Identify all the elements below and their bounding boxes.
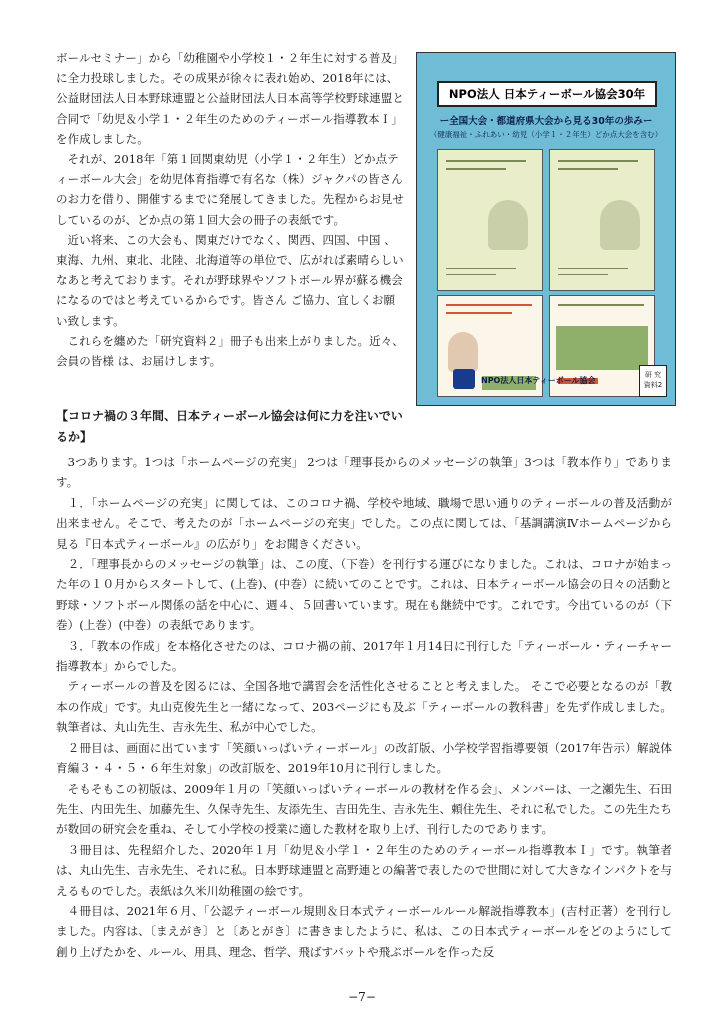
research-material-badge: 研 究 資料2	[639, 365, 667, 397]
section-heading: 【コロナ禍の３年間、日本ティーボール協会は何に力を注いでいるか】	[56, 409, 403, 444]
main-body-text	[56, 452, 672, 962]
page-number: −7−	[348, 990, 376, 1004]
cover-title: NPO法人 日本ティーボール協会30年	[437, 81, 657, 107]
paragraph: ティーボールの普及を図るには、全国各地で講習会を活性化させることと考えました。 そこで必要となるのが「教本の作成」です。丸山克俊先生と一緒になって、203ページにも及ぶ「ティーボールの教科書」を先ず作成しました。執筆者は、丸山先生、吉永先生、私が中心でした。	[56, 679, 672, 735]
cover-subtitle: ー全国大会・都道府県大会から見る30年の歩みー	[439, 116, 653, 127]
paragraph: それが、2018年「第１回関東幼児（小学１・２年生）どか点ティーボール大会」を幼児体育指導で有名な（株）ジャクパの皆さんのお力を借り、開催するまでに発展してきました。先程からお見せしているのが、どか点の第１回大会の冊子の表紙です。	[56, 152, 404, 227]
paragraph: ボールセミナー」から「幼稚園や小学校１・２年生に対する普及」に全力投球しました。その成果が徐々に表れ始め、2018年には、公益財団法人日本野球連盟と公益財団法人日本高等学校野球連盟と合同で「幼児＆小学１・２年生のためのティーボール指導教本Ｉ」を作成しました。	[56, 51, 404, 146]
booklet-cover-image	[416, 52, 676, 406]
cover-publisher: NPO法人日本ティーボール協会	[481, 376, 596, 385]
publisher-logo-icon	[453, 369, 475, 389]
paragraph: 近い将来、この大会も、関東だけでなく、関西、四国、中国 、東海、九州、東北、北陸、北海道等の単位で、広がれば素晴らしいなあと考えております。それが野球界やソフトボール界が蘇る機会になるのではと考えているからです。皆さん ご協力、宜しくお願い致します。	[56, 232, 404, 328]
left-column-text	[56, 48, 406, 371]
paragraph: １．「ホームページの充実」に関しては、このコロナ禍、学校や地域、職場で思い通りのティーボールの普及活動が出来ません。そこで、考えたのが「ホームページの充実」でした。この点に関しては、「基調講演Ⅳホームページから見る『日本式ティーボール』の広がり」をお聞きください。	[56, 495, 672, 551]
cover-note: （健康福祉・ふれあい・幼児（小学１・２年生）どか点大会を含む）	[429, 130, 663, 139]
paragraph: ２．「理事長からのメッセージの執筆」は、この度、（下巻）を刊行する運びになりました。これは、コロナが始まった年の１０月からスタートして、(上巻)、(中巻）に続いてのことです。これは、日本ティーボール協会の日々の活動と野球・ソフトボール関係の話を中心に、週４、５回書いています。現在も継続中です。これです。今出ているのが（下巻）(上巻）(中巻）の表紙であります。	[56, 557, 672, 633]
paragraph: ３．「教本の作成」を本格化させたのは、コロナ禍の前、2017年１月14日に刊行した「ティーボール・ティーチャー指導教本」からでした。	[56, 638, 672, 674]
paragraph: ３冊目は、先程紹介した、2020年１月「幼児＆小学１・２年生のためのティーボール指導教本Ｉ」です。執筆者は、丸山先生、吉永先生、それに私。日本野球連盟と高野連との編著で表したので世間に対して大きなインパクトを与えるものでした。表紙は久米川幼稚園の絵です。	[56, 842, 672, 898]
tournament-booklet-thumbnail	[437, 149, 543, 291]
paragraph: これらを纏めた「研究資料２」冊子も出来上がりました。近々、会員の皆様 は、お届けします。	[56, 333, 404, 369]
tournament-booklet-thumbnail	[549, 149, 655, 291]
paragraph: ４冊目は、2021年６月、「公認ティーボール規則＆日本式ティーボールルール解説指導教本」(吉村正著）を刊行しました。内容は、〔まえがき〕と〔あとがき〕に書きましたように、私は、この日本式ティーボールをどのようにして創り上げたかを、ルール、用具、理念、哲学、飛ばすバットや飛ぶボールを作った反	[56, 903, 672, 959]
paragraph: 3つあります。1つは「ホームページの充実」 2つは「理事長からのメッセージの執筆」3つは「教本作り」であります。	[56, 455, 672, 490]
paragraph: そもそもこの初版は、2009年１月の「笑顔いっぱいティーボールの教材を作る会」、メンバーは、一之瀬先生、石田先生、内田先生、加藤先生、久保寺先生、友添先生、吉田先生、吉永先生、頼住先生、それに私でした。この先生たちが数回の研究会を重ね、そして小学校の授業に適した教材を取り上げ、刊行したのであります。	[56, 781, 672, 837]
paragraph: ２冊目は、画面に出ています「笑顔いっぱいティーボール」の改訂版、小学校学習指導要領（2017年告示）解説体育編３・４・５・６年生対象」の改訂版を、2019年10月に刊行しました。	[56, 740, 672, 776]
